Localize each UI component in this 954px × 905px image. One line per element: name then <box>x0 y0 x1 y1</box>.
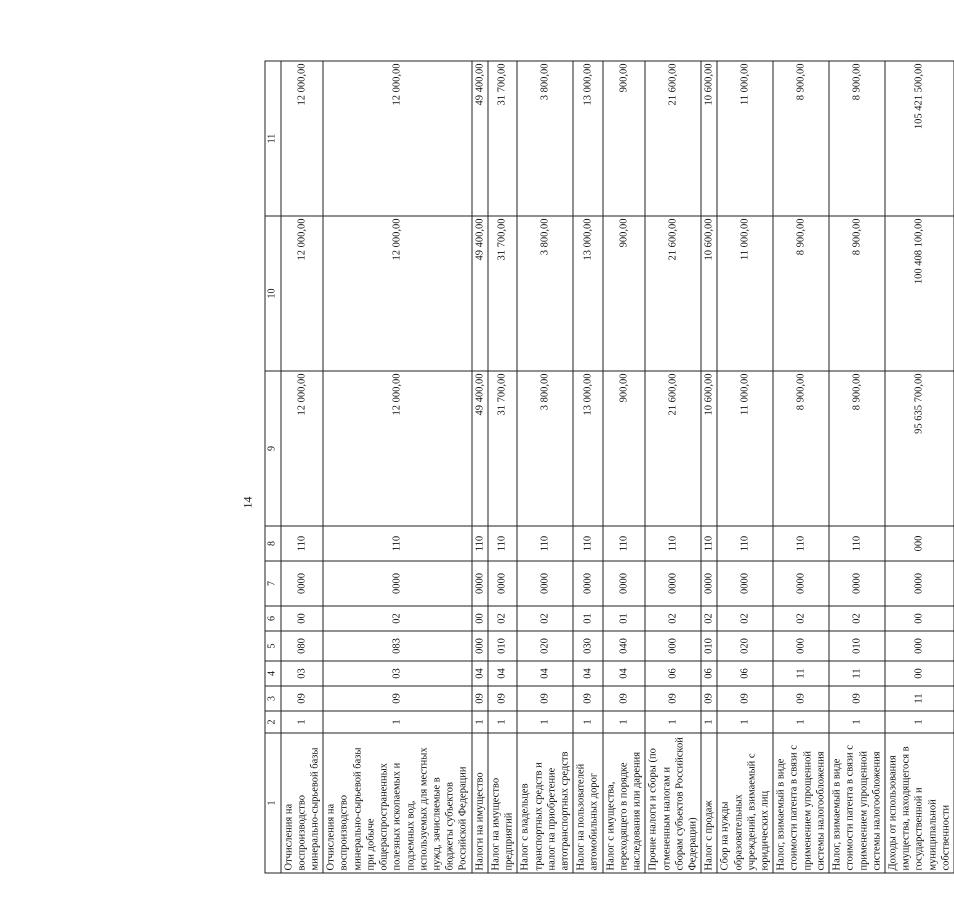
indicator-name: Налог на пользователей автомобильных дорог <box>573 733 602 873</box>
amount-col-9: 12 000,00 <box>323 371 471 526</box>
code-7: 0000 <box>829 561 885 606</box>
col-header-6: 6 <box>265 606 281 631</box>
code-3: 11 <box>885 686 954 711</box>
code-6: 00 <box>885 606 954 631</box>
code-7: 0000 <box>717 561 773 606</box>
code-6: 02 <box>645 606 701 631</box>
table-row <box>829 61 885 873</box>
indicator-name: Налог с владельцев транспортных средств и налог на приобретение автотранспортных средств <box>517 733 573 873</box>
amount-col-11: 10 600,00 <box>701 61 717 216</box>
amount-col-11: 11 000,00 <box>717 61 773 216</box>
code-6: 02 <box>773 606 829 631</box>
table-row <box>280 61 323 873</box>
amount-col-9: 11 000,00 <box>717 371 773 526</box>
amount-col-11: 31 700,00 <box>487 61 516 216</box>
amount-col-9: 900,00 <box>602 371 645 526</box>
amount-col-10: 49 400,00 <box>471 216 487 371</box>
code-3: 09 <box>701 686 717 711</box>
code-6: 01 <box>602 606 645 631</box>
code-7: 0000 <box>517 561 573 606</box>
code-4: 03 <box>280 661 323 686</box>
code-6: 00 <box>280 606 323 631</box>
code-6: 02 <box>487 606 516 631</box>
code-2: 1 <box>602 711 645 733</box>
code-8: 110 <box>323 526 471 561</box>
code-7: 0000 <box>602 561 645 606</box>
amount-col-11: 105 421 500,00 <box>885 61 954 216</box>
amount-col-11: 12 000,00 <box>280 61 323 216</box>
table-row <box>701 61 717 873</box>
code-7: 0000 <box>323 561 471 606</box>
amount-col-11: 900,00 <box>602 61 645 216</box>
code-3: 09 <box>717 686 773 711</box>
table-row <box>573 61 602 873</box>
indicator-name: Доходы от использования имущества, находящегося в государственной и муниципальной собственности <box>885 733 954 873</box>
code-8: 110 <box>701 526 717 561</box>
code-3: 09 <box>517 686 573 711</box>
table-row <box>773 61 829 873</box>
code-7: 0000 <box>487 561 516 606</box>
code-7: 0000 <box>645 561 701 606</box>
col-header-8: 8 <box>265 526 281 561</box>
col-header-11: 11 <box>265 61 281 216</box>
code-2: 1 <box>323 711 471 733</box>
code-8: 110 <box>829 526 885 561</box>
amount-col-10: 10 600,00 <box>701 216 717 371</box>
code-5: 030 <box>573 631 602 661</box>
code-4: 11 <box>829 661 885 686</box>
code-3: 09 <box>645 686 701 711</box>
code-2: 1 <box>517 711 573 733</box>
code-2: 1 <box>829 711 885 733</box>
code-8: 110 <box>280 526 323 561</box>
code-2: 1 <box>487 711 516 733</box>
table-body <box>265 61 954 873</box>
code-6: 00 <box>471 606 487 631</box>
page-number: 14 <box>240 496 254 508</box>
table-row <box>717 61 773 873</box>
amount-col-10: 11 000,00 <box>717 216 773 371</box>
code-8: 110 <box>471 526 487 561</box>
table-row <box>471 61 487 873</box>
table-row <box>645 61 701 873</box>
code-5: 010 <box>701 631 717 661</box>
code-7: 0000 <box>280 561 323 606</box>
amount-col-9: 12 000,00 <box>280 371 323 526</box>
code-8: 110 <box>573 526 602 561</box>
code-6: 02 <box>517 606 573 631</box>
amount-col-10: 900,00 <box>602 216 645 371</box>
amount-col-10: 13 000,00 <box>573 216 602 371</box>
amount-col-11: 21 600,00 <box>645 61 701 216</box>
indicator-name: Отчисления на воспроизводство минерально-сырьевой базы <box>280 733 323 873</box>
code-5: 000 <box>773 631 829 661</box>
code-8: 110 <box>517 526 573 561</box>
code-3: 09 <box>471 686 487 711</box>
code-6: 01 <box>573 606 602 631</box>
col-header-10: 10 <box>265 216 281 371</box>
table-row <box>885 61 954 873</box>
code-2: 1 <box>573 711 602 733</box>
code-8: 110 <box>717 526 773 561</box>
amount-col-11: 13 000,00 <box>573 61 602 216</box>
code-8: 110 <box>773 526 829 561</box>
code-5: 010 <box>487 631 516 661</box>
amount-col-10: 3 800,00 <box>517 216 573 371</box>
amount-col-10: 21 600,00 <box>645 216 701 371</box>
col-header-4: 4 <box>265 661 281 686</box>
code-7: 0000 <box>573 561 602 606</box>
table-row <box>323 61 471 873</box>
code-2: 1 <box>280 711 323 733</box>
code-4: 03 <box>323 661 471 686</box>
code-4: 06 <box>701 661 717 686</box>
amount-col-10: 8 900,00 <box>773 216 829 371</box>
indicator-name: Отчисления на воспроизводство минерально-сырьевой базы при добыче общераспространенных полезных ископаемых и подземных вод, используемых для местных нужд, зачисляемые в бюджеты субъектов Российской Федерации <box>323 733 471 873</box>
code-5: 010 <box>829 631 885 661</box>
table-row <box>517 61 573 873</box>
code-4: 04 <box>471 661 487 686</box>
amount-col-10: 31 700,00 <box>487 216 516 371</box>
indicator-name: Налог с продаж <box>701 733 717 873</box>
amount-col-10: 100 408 100,00 <box>885 216 954 371</box>
code-4: 06 <box>645 661 701 686</box>
amount-col-9: 95 635 700,00 <box>885 371 954 526</box>
indicator-name: Налог на имущество предприятий <box>487 733 516 873</box>
amount-col-11: 12 000,00 <box>323 61 471 216</box>
code-4: 06 <box>717 661 773 686</box>
code-4: 04 <box>573 661 602 686</box>
column-number-row <box>265 61 281 873</box>
code-2: 1 <box>471 711 487 733</box>
code-3: 09 <box>602 686 645 711</box>
amount-col-9: 10 600,00 <box>701 371 717 526</box>
code-5: 000 <box>885 631 954 661</box>
indicator-name: Налоги на имущество <box>471 733 487 873</box>
amount-col-10: 12 000,00 <box>323 216 471 371</box>
table-row <box>602 61 645 873</box>
col-header-7: 7 <box>265 561 281 606</box>
code-4: 04 <box>487 661 516 686</box>
code-3: 09 <box>773 686 829 711</box>
code-5: 040 <box>602 631 645 661</box>
amount-col-9: 3 800,00 <box>517 371 573 526</box>
code-4: 00 <box>885 661 954 686</box>
code-8: 110 <box>645 526 701 561</box>
code-5: 000 <box>645 631 701 661</box>
amount-col-11: 8 900,00 <box>773 61 829 216</box>
code-6: 02 <box>701 606 717 631</box>
col-header-5: 5 <box>265 631 281 661</box>
amount-col-9: 13 000,00 <box>573 371 602 526</box>
amount-col-9: 21 600,00 <box>645 371 701 526</box>
code-2: 1 <box>645 711 701 733</box>
code-6: 02 <box>829 606 885 631</box>
amount-col-9: 49 400,00 <box>471 371 487 526</box>
col-header-3: 3 <box>265 686 281 711</box>
code-5: 083 <box>323 631 471 661</box>
code-5: 080 <box>280 631 323 661</box>
amount-col-9: 31 700,00 <box>487 371 516 526</box>
budget-revenue-table <box>264 60 954 873</box>
table-row <box>487 61 516 873</box>
amount-col-11: 49 400,00 <box>471 61 487 216</box>
code-4: 04 <box>602 661 645 686</box>
code-8: 110 <box>487 526 516 561</box>
code-2: 1 <box>701 711 717 733</box>
col-header-2: 2 <box>265 711 281 733</box>
code-4: 04 <box>517 661 573 686</box>
amount-col-9: 8 900,00 <box>773 371 829 526</box>
code-3: 09 <box>280 686 323 711</box>
code-5: 000 <box>471 631 487 661</box>
indicator-name: Налог, взимаемый в виде стоимости патента в связи с применением упрощенной системы налогообложения <box>829 733 885 873</box>
rotated-sheet <box>240 23 951 873</box>
code-7: 0000 <box>701 561 717 606</box>
col-header-9: 9 <box>265 371 281 526</box>
code-5: 020 <box>717 631 773 661</box>
code-7: 0000 <box>471 561 487 606</box>
col-header-1: 1 <box>265 733 281 873</box>
code-3: 09 <box>573 686 602 711</box>
amount-col-9: 8 900,00 <box>829 371 885 526</box>
amount-col-10: 12 000,00 <box>280 216 323 371</box>
amount-col-11: 8 900,00 <box>829 61 885 216</box>
code-6: 02 <box>717 606 773 631</box>
code-3: 09 <box>323 686 471 711</box>
code-3: 09 <box>829 686 885 711</box>
code-7: 0000 <box>885 561 954 606</box>
code-2: 1 <box>885 711 954 733</box>
code-2: 1 <box>717 711 773 733</box>
code-2: 1 <box>773 711 829 733</box>
code-4: 11 <box>773 661 829 686</box>
code-3: 09 <box>487 686 516 711</box>
code-5: 020 <box>517 631 573 661</box>
amount-col-10: 8 900,00 <box>829 216 885 371</box>
indicator-name: Сбор на нужды образовательных учреждений, взимаемый с юридических лиц <box>717 733 773 873</box>
code-8: 110 <box>602 526 645 561</box>
code-8: 000 <box>885 526 954 561</box>
amount-col-11: 3 800,00 <box>517 61 573 216</box>
code-7: 0000 <box>773 561 829 606</box>
indicator-name: Прочие налоги и сборы (по отмененным налогам и сборам субъектов Российской Федерации) <box>645 733 701 873</box>
indicator-name: Налог, взимаемый в виде стоимости патента в связи с применением упрощенной системы налогообложения <box>773 733 829 873</box>
indicator-name: Налог с имущества, переходящего в порядке наследования или дарения <box>602 733 645 873</box>
code-6: 02 <box>323 606 471 631</box>
